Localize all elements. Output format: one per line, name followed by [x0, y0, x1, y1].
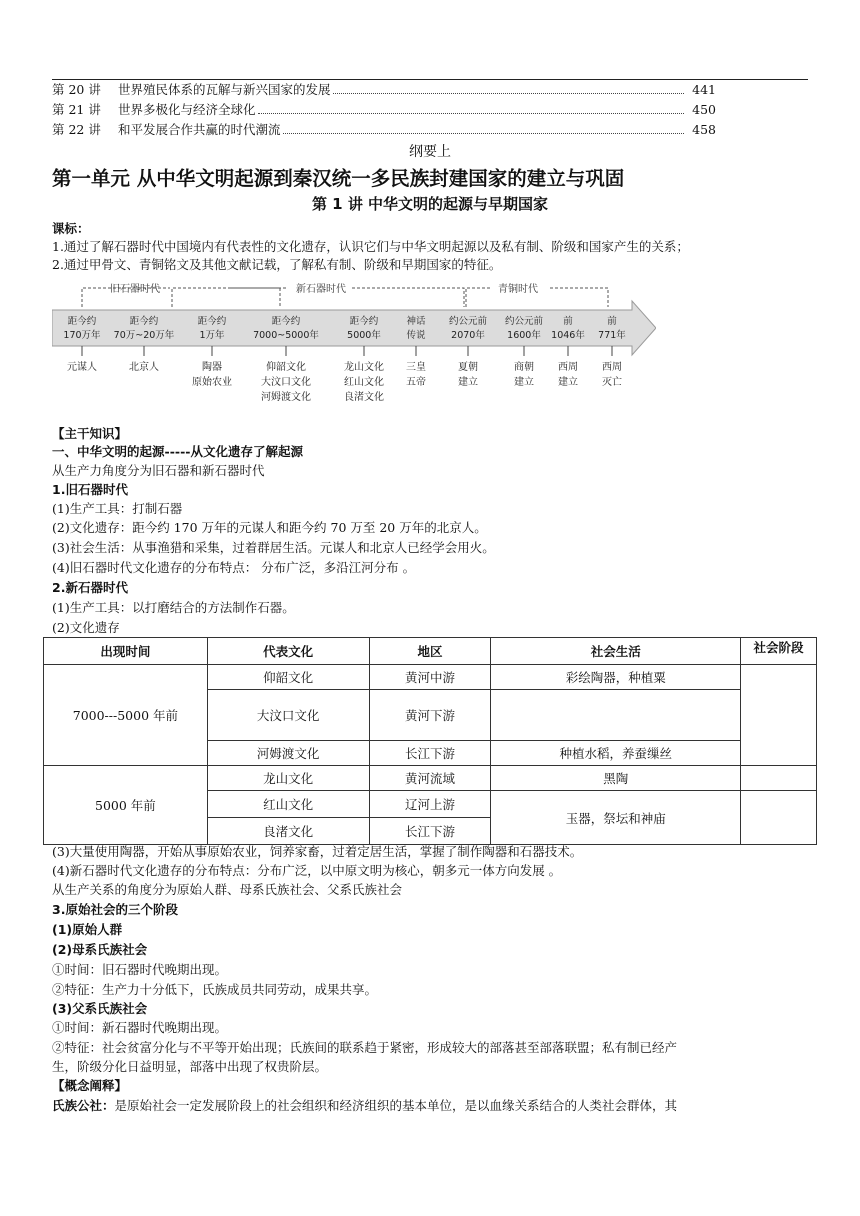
outline-title: 纲要上 [409, 144, 451, 160]
list-item: (3)社会生活：从事渔猎和采集，过着群居生活。元谋人和北京人已经学会用火。 [52, 540, 495, 555]
concept-text: 是原始社会一定发展阶段上的社会组织和经济组织的基本单位，是以血缘关系结合的人类社会群体，其 [114, 1098, 678, 1113]
table-cell: 仰韶文化 [207, 665, 369, 690]
table-cell: 黑陶 [491, 766, 741, 791]
era-bracket [230, 288, 280, 307]
table-header: 地区 [369, 638, 491, 665]
table-cell: 长江下游 [369, 741, 491, 766]
table-header: 社会生活 [491, 638, 741, 665]
table-cell: 玉器，祭坛和神庙 [491, 791, 741, 845]
table-cell [491, 690, 741, 741]
table-cell: 长江下游 [369, 818, 491, 845]
table-cell: 大汶口文化 [207, 690, 369, 741]
timeline-event: 河姆渡文化 [261, 392, 311, 403]
era-label: 新石器时代 [296, 284, 346, 295]
toc-title: 世界多极化与经济全球化 [118, 102, 256, 117]
table-cell: 龙山文化 [207, 766, 369, 791]
timeline-time: 传说 [406, 330, 426, 341]
curriculum-item: 1.通过了解石器时代中国境内有代表性的文化遗存，认识它们与中华文明起源以及私有制、阶级和国家产生的关系； [52, 239, 689, 254]
subheading: (1)原始人群 [52, 922, 123, 937]
timeline-time: 神话 [406, 316, 426, 327]
toc-row[interactable] [52, 121, 716, 139]
table-cell: 黄河下游 [369, 690, 491, 741]
toc-number: 第 20 讲 [52, 82, 101, 97]
unit-title: 第一单元 从中华文明起源到秦汉统一多民族封建国家的建立与巩固 [52, 167, 625, 190]
culture-table [43, 637, 817, 845]
list-item: ②特征：生产力十分低下，氏族成员共同劳动，成果共享。 [52, 982, 378, 997]
era-bracket [466, 288, 492, 307]
table-header: 代表文化 [207, 638, 369, 665]
paragraph: 从生产力角度分为旧石器和新石器时代 [52, 463, 265, 478]
timeline-time: 约公元前 [448, 316, 488, 327]
era-bracket [550, 288, 608, 307]
table-header-row [44, 638, 817, 665]
timeline-event: 仰韶文化 [266, 362, 306, 373]
toc-title: 世界殖民体系的瓦解与新兴国家的发展 [118, 82, 331, 97]
toc-leader [258, 101, 684, 114]
subheading: (3)父系氏族社会 [52, 1001, 148, 1016]
timeline-time: 前 [607, 316, 617, 327]
table-cell: 7000---5000 年前 [44, 665, 208, 766]
list-item: (3)大量使用陶器，开始从事原始农业，饲养家畜，过着定居生活，掌握了制作陶器和石器技术。 [52, 844, 583, 859]
timeline-time: 5000年 [347, 330, 381, 341]
toc-page: 450 [692, 102, 716, 117]
list-item: ①时间：新石器时代晚期出现。 [52, 1020, 228, 1035]
table-header: 社会阶段 [741, 638, 817, 665]
table-cell: 红山文化 [207, 791, 369, 818]
toc-number: 第 22 讲 [52, 122, 101, 137]
subheading: 3.原始社会的三个阶段 [52, 902, 178, 917]
timeline-time: 1046年 [551, 330, 585, 341]
era-bracket [352, 288, 464, 307]
paragraph: 从生产关系的角度分为原始人群、母系氏族社会、父系氏族社会 [52, 882, 403, 897]
timeline-event: 夏朝 [458, 362, 478, 373]
subheading: 2.新石器时代 [52, 580, 128, 595]
table-cell: 黄河流域 [369, 766, 491, 791]
list-item: 生，阶级分化日益明显，部落中出现了权贵阶层。 [52, 1059, 328, 1074]
timeline-event: 红山文化 [344, 377, 384, 388]
toc-row[interactable] [52, 101, 716, 119]
list-item: ②特征：社会贫富分化与不平等开始出现；氏族间的联系趋于紧密，形成较大的部落甚至部落联盟；私有制已经产 [52, 1040, 678, 1055]
concept-paragraph [52, 1097, 677, 1115]
list-item: (1)生产工具：以打磨结合的方法制作石器。 [52, 600, 295, 615]
timeline-time: 距今约 [349, 316, 379, 327]
list-item: (4)旧石器时代文化遗存的分布特点： 分布广泛，多沿江河分布 。 [52, 560, 416, 575]
timeline-time: 1万年 [199, 330, 225, 341]
timeline-event: 北京人 [129, 362, 159, 373]
table-cell [741, 665, 817, 766]
table-cell: 河姆渡文化 [207, 741, 369, 766]
timeline-event: 西周 [602, 362, 622, 373]
section-label: 【主干知识】 [52, 426, 128, 441]
timeline-event: 三皇 [406, 362, 426, 373]
timeline-event: 建立 [458, 377, 478, 388]
timeline-time: 2070年 [451, 330, 485, 341]
concept-term: 氏族公社： [52, 1098, 115, 1113]
table-cell: 5000 年前 [44, 766, 208, 845]
subheading: 1.旧石器时代 [52, 482, 128, 497]
list-item: (2)文化遗存：距今约 170 万年的元谋人和距今约 70 万至 20 万年的北京人。 [52, 520, 487, 535]
timeline-time: 距今约 [129, 316, 159, 327]
table-row [44, 665, 817, 690]
table-header: 出现时间 [44, 638, 208, 665]
timeline-event: 良渚文化 [344, 392, 384, 403]
timeline-time: 距今约 [197, 316, 227, 327]
timeline-event: 建立 [514, 377, 534, 388]
timeline-figure [52, 282, 656, 412]
curriculum-item: 2.通过甲骨文、青铜铭文及其他文献记载，了解私有制、阶级和早期国家的特征。 [52, 257, 502, 272]
timeline-arrow [52, 301, 656, 355]
timeline-time: 170万年 [63, 330, 101, 341]
timeline-event: 五帝 [406, 377, 426, 388]
toc-page: 441 [692, 82, 716, 97]
list-item: (4)新石器时代文化遗存的分布特点：分布广泛，以中原文明为核心，朝多元一体方向发展 。 [52, 863, 562, 878]
toc-leader [283, 121, 684, 134]
list-item: ①时间：旧石器时代晚期出现。 [52, 962, 228, 977]
timeline-event: 商朝 [514, 362, 534, 373]
table-cell [741, 766, 817, 791]
timeline-time: 1600年 [507, 330, 541, 341]
table-cell: 彩绘陶器，种植粟 [491, 665, 741, 690]
timeline-time: 距今约 [67, 316, 97, 327]
timeline-time: 距今约 [271, 316, 301, 327]
curriculum-label: 课标： [52, 221, 90, 236]
timeline-event: 建立 [558, 377, 578, 388]
timeline-event: 大汶口文化 [261, 377, 311, 388]
table-cell: 种植水稻，养蚕缫丝 [491, 741, 741, 766]
header-rule [52, 79, 808, 80]
era-bracket [172, 288, 288, 307]
table-cell: 良渚文化 [207, 818, 369, 845]
timeline-time: 771年 [598, 330, 626, 341]
table-cell [741, 791, 817, 845]
timeline-time: 前 [563, 316, 573, 327]
toc-number: 第 21 讲 [52, 102, 101, 117]
timeline-event: 原始农业 [192, 377, 232, 388]
timeline-time: 70万~20万年 [113, 330, 175, 341]
subheading: (2)母系氏族社会 [52, 942, 148, 957]
timeline-event: 灭亡 [602, 377, 622, 388]
table-cell: 辽河上游 [369, 791, 491, 818]
toc-title: 和平发展合作共赢的时代潮流 [118, 122, 281, 137]
timeline-event: 龙山文化 [344, 362, 384, 373]
list-item: (2)文化遗存 [52, 620, 120, 635]
timeline-time: 约公元前 [504, 316, 544, 327]
table-row [44, 766, 817, 791]
toc-leader [333, 81, 684, 94]
section-label: 【概念阐释】 [52, 1078, 128, 1093]
lesson-title: 第 1 讲 中华文明的起源与早期国家 [311, 195, 549, 213]
toc-row[interactable] [52, 81, 716, 99]
era-label: 青铜时代 [498, 284, 538, 295]
section-heading: 一、中华文明的起源-----从文化遗存了解起源 [52, 444, 303, 459]
timeline-event: 陶器 [202, 362, 222, 373]
table-cell: 黄河中游 [369, 665, 491, 690]
timeline-svg [52, 282, 656, 412]
list-item: (1)生产工具：打制石器 [52, 501, 183, 516]
timeline-time: 7000~5000年 [253, 330, 319, 341]
era-label: 旧石器时代 [110, 284, 160, 295]
timeline-event: 元谋人 [67, 362, 97, 373]
toc-page: 458 [692, 122, 716, 137]
timeline-event: 西周 [558, 362, 578, 373]
